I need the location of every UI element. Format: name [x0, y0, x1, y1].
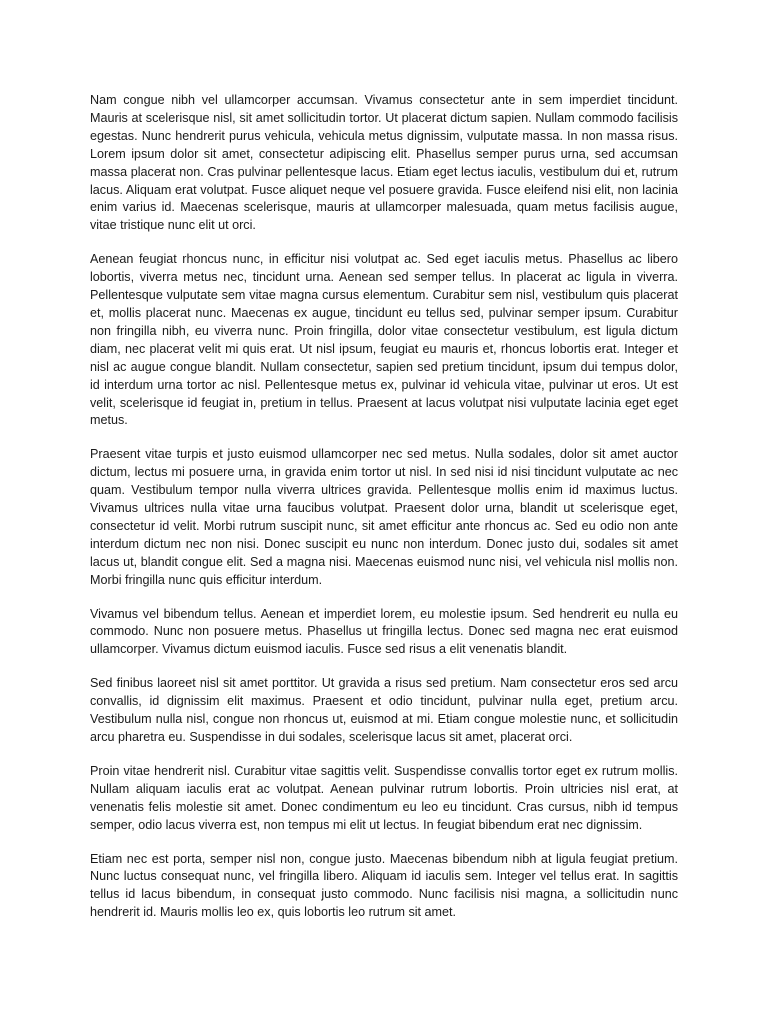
paragraph-5: Sed finibus laoreet nisl sit amet porttitor. Ut gravida a risus sed pretium. Nam consectetur eros sed arcu convallis, id dignissim elit maximus. Praesent et odio tincidunt, pulvinar nulla eget, pretium arcu. Vestibulum nulla nisl, congue non rhoncus ut, euismod at mi. Etiam congue molestie nunc, et sollicitudin arcu pharetra eu. Suspendisse in dui sodales, scelerisque lacus sit amet, placerat orci. [90, 676, 678, 744]
paragraph-7: Etiam nec est porta, semper nisl non, congue justo. Maecenas bibendum nibh at ligula feugiat pretium. Nunc luctus consequat nunc, vel fringilla libero. Aliquam id iaculis sem. Integer vel tellus erat. In sagittis tellus id lacus bibendum, in consequat justo commodo. Nunc facilisis nisi magna, a sollicitudin nunc hendrerit id. Mauris mollis leo ex, quis lobortis leo rutrum sit amet. [90, 851, 678, 920]
paragraph-2: Aenean feugiat rhoncus nunc, in efficitur nisi volutpat ac. Sed eget iaculis metus. Phasellus ac libero lobortis, viverra metus nec, tincidunt urna. Aenean sed semper tellus. In placerat ac ligula in viverra. Pellentesque vulputate sem vitae magna cursus elementum. Curabitur sem nisl, vestibulum quis placerat et, mollis placerat nunc. Maecenas ex augue, tincidunt eu tellus sed, pulvinar semper ipsum. Curabitur non fringilla nibh, eu viverra nunc. Proin fringilla, dolor vitae consectetur vestibulum, est ligula dictum diam, nec placerat velit mi quis erat. Ut nisl ipsum, feugiat eu mauris et, rhoncus lobortis erat. Integer et nisl ac augue congue blandit. Nullam consectetur, sapien sed pretium tincidunt, ipsum dui tempus dolor, id interdum urna tortor ac nisl. Pellentesque metus ex, pulvinar id vehicula vitae, pulvinar ut eros. Ut est velit, scelerisque id feugiat in, pretium in tellus. Praesent at lacus volutpat nisi vulputate lacinia eget eget metus. [90, 252, 678, 428]
paragraph-6: Proin vitae hendrerit nisl. Curabitur vitae sagittis velit. Suspendisse convallis tortor eget ex rutrum mollis. Nullam aliquam iaculis erat ac volutpat. Aenean pulvinar rutrum lobortis. Proin ultricies nisl erat, at venenatis felis molestie sit amet. Donec condimentum eu leo eu tincidunt. Cras cursus, nibh id tempus semper, odio lacus viverra est, non tempus mi elit ut lectus. In feugiat bibendum erat nec dignissim. [90, 763, 678, 832]
document-body [90, 92, 678, 938]
paragraph-3: Praesent vitae turpis et justo euismod ullamcorper nec sed metus. Nulla sodales, dolor sit amet auctor dictum, lectus mi posuere urna, in gravida enim tortor ut nisl. In sed nisi id nisi tincidunt vulputate ac nec quam. Vestibulum tempor nulla viverra ultrices gravida. Pellentesque mollis enim id maximus luctus. Vivamus ultrices nulla vitae urna faucibus volutpat. Praesent dolor urna, blandit ut scelerisque eget, consectetur id velit. Morbi rutrum suscipit nunc, sit amet efficitur ante rhoncus ac. Sed eu odio non ante interdum dictum nec non nisi. Donec suscipit eu nunc non interdum. Donec justo dui, sodales sit amet lacus ut, blandit congue elit. Sed a magna nisi. Maecenas euismod nunc nisi, vel vehicula nisl mollis non. Morbi fringilla nunc quis efficitur interdum. [90, 447, 678, 587]
paragraph-1: Nam congue nibh vel ullamcorper accumsan. Vivamus consectetur ante in sem imperdiet tincidunt. Mauris at scelerisque nisl, sit amet sollicitudin tortor. Ut placerat dictum sapien. Nullam commodo facilisis egestas. Nunc hendrerit purus vehicula, vehicula metus dignissim, vulputate massa. In non massa risus. Lorem ipsum dolor sit amet, consectetur adipiscing elit. Phasellus semper purus urna, sed accumsan massa placerat non. Cras pulvinar pellentesque lacus. Etiam eget lectus iaculis, vestibulum dui et, rutrum lacus. Aliquam erat volutpat. Fusce aliquet neque vel posuere gravida. Fusce eleifend nisi elit, non lacinia enim varius id. Maecenas scelerisque, mauris at ullamcorper malesuada, quam metus facilisis augue, vitae tristique nunc elit ut orci. [90, 93, 678, 233]
paragraph-4: Vivamus vel bibendum tellus. Aenean et imperdiet lorem, eu molestie ipsum. Sed hendrerit eu nulla eu commodo. Nunc non posuere metus. Phasellus ut fringilla lectus. Donec sed magna nec erat euismod ullamcorper. Vivamus dictum euismod iaculis. Fusce sed risus a elit venenatis blandit. [90, 606, 678, 657]
